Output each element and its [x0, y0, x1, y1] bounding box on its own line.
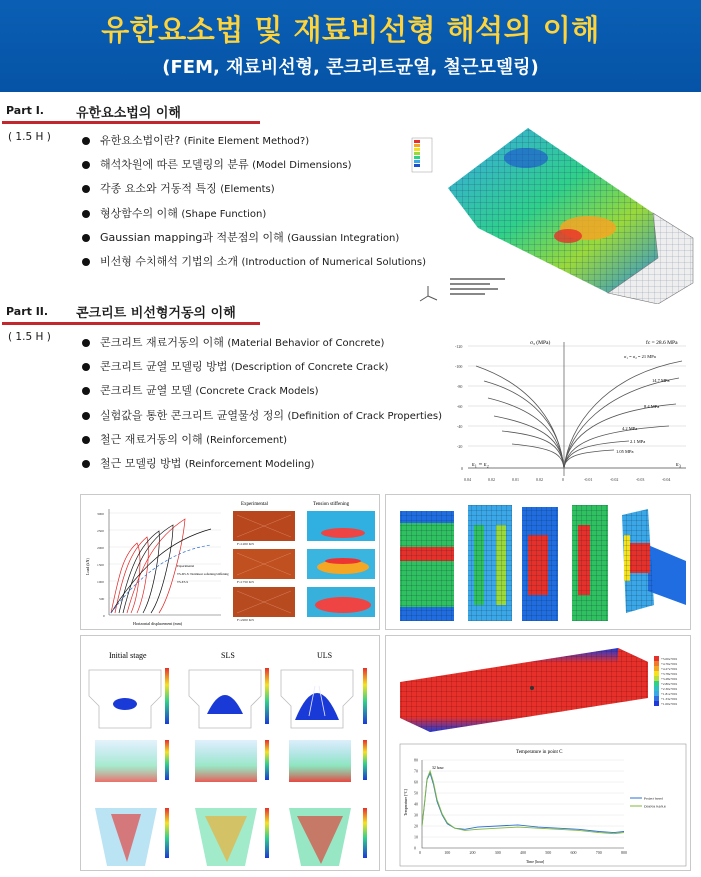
part2-underline	[2, 322, 260, 325]
bullet-icon	[82, 161, 90, 169]
panel-temperature	[385, 635, 691, 871]
y-tick: 30	[414, 812, 418, 818]
curve-label: 14.7 MPa	[652, 378, 670, 383]
y-tick: -20	[457, 444, 463, 449]
y-tick: 2500	[97, 529, 104, 533]
x-tick: 0.01	[512, 477, 519, 482]
curve-label: 2.1 MPa	[630, 439, 646, 444]
scale-value: +4.76e+001	[661, 662, 678, 666]
bullet-icon	[82, 387, 90, 395]
stage-label-uls: ULS	[317, 651, 333, 660]
y-axis-label: Load (kN)	[85, 558, 90, 575]
panel-column-models	[385, 494, 691, 630]
scale-swatch	[654, 671, 659, 676]
list-item: 실험값을 통한 콘크리트 균열물성 정의 (Definition of Crack Properties)	[80, 409, 442, 433]
sigma-axis-label: σ₃ (MPa)	[530, 340, 551, 346]
y-tick: 3000	[97, 512, 104, 516]
x-tick: -0.01	[584, 477, 593, 482]
y-tick: 20	[414, 823, 418, 829]
bullet-icon	[82, 460, 90, 468]
scale-swatch	[654, 656, 659, 661]
part2-hours: ( 1.5 H )	[8, 331, 51, 343]
y-tick: 70	[414, 768, 418, 774]
y-tick: 50	[414, 790, 418, 796]
y-tick: 60	[414, 779, 418, 785]
tension-stiffening-header: Tension stiffening	[313, 502, 350, 507]
y-tick: 1000	[97, 580, 104, 584]
load-label: F=1200 KN	[237, 542, 254, 546]
y-tick: 1500	[97, 563, 104, 567]
panel-crack-stages	[80, 635, 380, 871]
x-tick: -0.02	[610, 477, 619, 482]
x-axis-label: Horizontal displacement (mm)	[133, 621, 183, 626]
part1-label: Part I.	[6, 104, 44, 117]
bullet-icon	[82, 412, 90, 420]
x-tick: 700	[595, 850, 602, 855]
x-tick: 0	[419, 850, 421, 855]
x-tick: 0.02	[488, 477, 495, 482]
bullet-icon	[82, 234, 90, 242]
scale-swatch	[654, 701, 659, 706]
list-item: Gaussian mapping과 적분점의 이해 (Gaussian Integration)	[80, 231, 426, 255]
scale-value: +1.33e+001	[661, 697, 678, 701]
scale-value: +4.27e+001	[661, 667, 678, 671]
scale-value: +5.00e+001	[661, 657, 678, 661]
y-tick: 40	[414, 801, 418, 807]
y-tick: -60	[457, 404, 463, 409]
list-item: 형상함수의 이해 (Shape Function)	[80, 207, 426, 231]
x-tick: 0	[562, 477, 564, 482]
legend-item: Experimental	[177, 564, 195, 568]
list-item: 철근 재료거동의 이해 (Reinforcement)	[80, 433, 442, 457]
y-tick: -80	[457, 384, 463, 389]
scale-value: +3.78e+001	[661, 672, 678, 676]
x-tick: 0.04	[464, 477, 471, 482]
part2-title: 콘크리트 비선형거동의 이해	[76, 306, 236, 321]
column-mesh-figure	[386, 495, 691, 630]
temperature-figure	[386, 636, 691, 871]
bullet-icon	[82, 185, 90, 193]
page-subtitle: (FEM, 재료비선형, 콘크리트균열, 철근모델링)	[162, 57, 539, 78]
part1-title: 유한요소법의 이해	[76, 106, 181, 121]
x-tick: 800	[621, 850, 627, 855]
y-tick: -40	[457, 424, 463, 429]
crack-stages-figure	[81, 636, 380, 871]
scale-value: +2.80e+001	[661, 682, 678, 686]
y-axis-label: Temperature [°C]	[404, 789, 408, 816]
x-tick: 0.02	[536, 477, 543, 482]
part2-label: Part II.	[6, 305, 49, 318]
eps-right-label: ε₃	[676, 461, 681, 468]
peak-annotation: 32 hour	[432, 766, 444, 770]
y-tick: -100	[455, 364, 463, 369]
scale-value: +1.00e+001	[661, 702, 678, 706]
fc-label: fc = 28.6 MPa	[646, 340, 678, 346]
y-tick: 0	[461, 466, 463, 471]
part1-hours: ( 1.5 H )	[8, 131, 51, 143]
part1-underline	[2, 121, 260, 124]
legend-item: Project based	[644, 796, 663, 801]
y-tick: 80	[414, 757, 418, 763]
fe-beam-mesh-image	[408, 118, 698, 304]
list-item: 각종 요소와 거동적 특징 (Elements)	[80, 182, 426, 206]
scale-swatch	[654, 686, 659, 691]
list-item: 콘크리트 균열 모델 (Concrete Crack Models)	[80, 384, 442, 408]
y-tick: 0	[103, 614, 105, 618]
x-tick: 500	[545, 850, 552, 855]
page-title: 유한요소법 및 재료비선형 해석의 이해	[101, 13, 600, 47]
scale-swatch	[654, 666, 659, 671]
legend-item: TS-E5-S	[177, 580, 189, 584]
load-label: F=1750 KN	[237, 580, 254, 584]
part2-list	[80, 336, 442, 481]
scale-swatch	[654, 661, 659, 666]
x-tick: 100	[444, 850, 451, 855]
panel-load-displacement	[80, 494, 380, 630]
x-axis-label: Time [hour]	[526, 860, 545, 864]
x-tick: 400	[520, 850, 526, 855]
bullet-icon	[82, 137, 90, 145]
legend-item: TS-D5-S: Nonlinear softening/stiffening	[177, 572, 229, 576]
y-tick: 2000	[97, 546, 104, 550]
list-item: 해석차원에 따른 모델링의 분류 (Model Dimensions)	[80, 158, 426, 182]
legend-item: DIANA 9.6/9.6	[644, 804, 666, 809]
scale-swatch	[654, 676, 659, 681]
part1-list	[80, 134, 426, 279]
scale-swatch	[654, 691, 659, 696]
y-tick: 10	[414, 834, 418, 840]
y-tick: -120	[455, 344, 463, 349]
experimental-header: Experimental	[241, 502, 268, 507]
curve-label: 4.2 MPa	[622, 426, 638, 431]
chart-title: Temperature in point C	[516, 750, 563, 755]
x-tick: 300	[494, 850, 501, 855]
bullet-icon	[82, 339, 90, 347]
scale-value: +2.30e+001	[661, 687, 678, 691]
y-tick: 0	[414, 845, 416, 851]
curve-label: 1.05 MPa	[616, 449, 634, 454]
list-item: 철근 모델링 방법 (Reinforcement Modeling)	[80, 457, 442, 481]
x-tick: 200	[469, 850, 476, 855]
scale-swatch	[654, 681, 659, 686]
scale-swatch	[654, 696, 659, 701]
load-displacement-figure	[81, 495, 380, 630]
header-banner	[0, 0, 701, 92]
list-item: 비선형 수치해석 기법의 소개 (Introduction of Numerical Solutions)	[80, 255, 426, 279]
bullet-icon	[82, 363, 90, 371]
scale-value: +3.28e+001	[661, 677, 678, 681]
bullet-icon	[82, 210, 90, 218]
list-item: 유한요소법이란? (Finite Element Method?)	[80, 134, 426, 158]
x-tick: -0.03	[636, 477, 645, 482]
scale-value: +1.81e+001	[661, 692, 678, 696]
x-tick: 600	[570, 850, 577, 855]
eps-left-label: ε₁ = ε₂	[472, 461, 489, 468]
bullet-icon	[82, 258, 90, 266]
curve-label: 8.4 MPa	[644, 404, 660, 409]
list-item: 콘크리트 균열 모델링 방법 (Description of Concrete Crack)	[80, 360, 442, 384]
x-tick: -0.04	[662, 477, 671, 482]
y-tick: 500	[99, 597, 105, 601]
bullet-icon	[82, 436, 90, 444]
curve-label: σ₁ = σ₂ = 21 MPa	[624, 354, 656, 359]
stress-strain-plot	[454, 336, 694, 486]
list-item: 콘크리트 재료거동의 이해 (Material Behavior of Concrete)	[80, 336, 442, 360]
load-label: F=2200 KN	[237, 618, 254, 622]
stage-label-initial: Initial stage	[109, 651, 147, 660]
stage-label-sls: SLS	[221, 651, 235, 660]
